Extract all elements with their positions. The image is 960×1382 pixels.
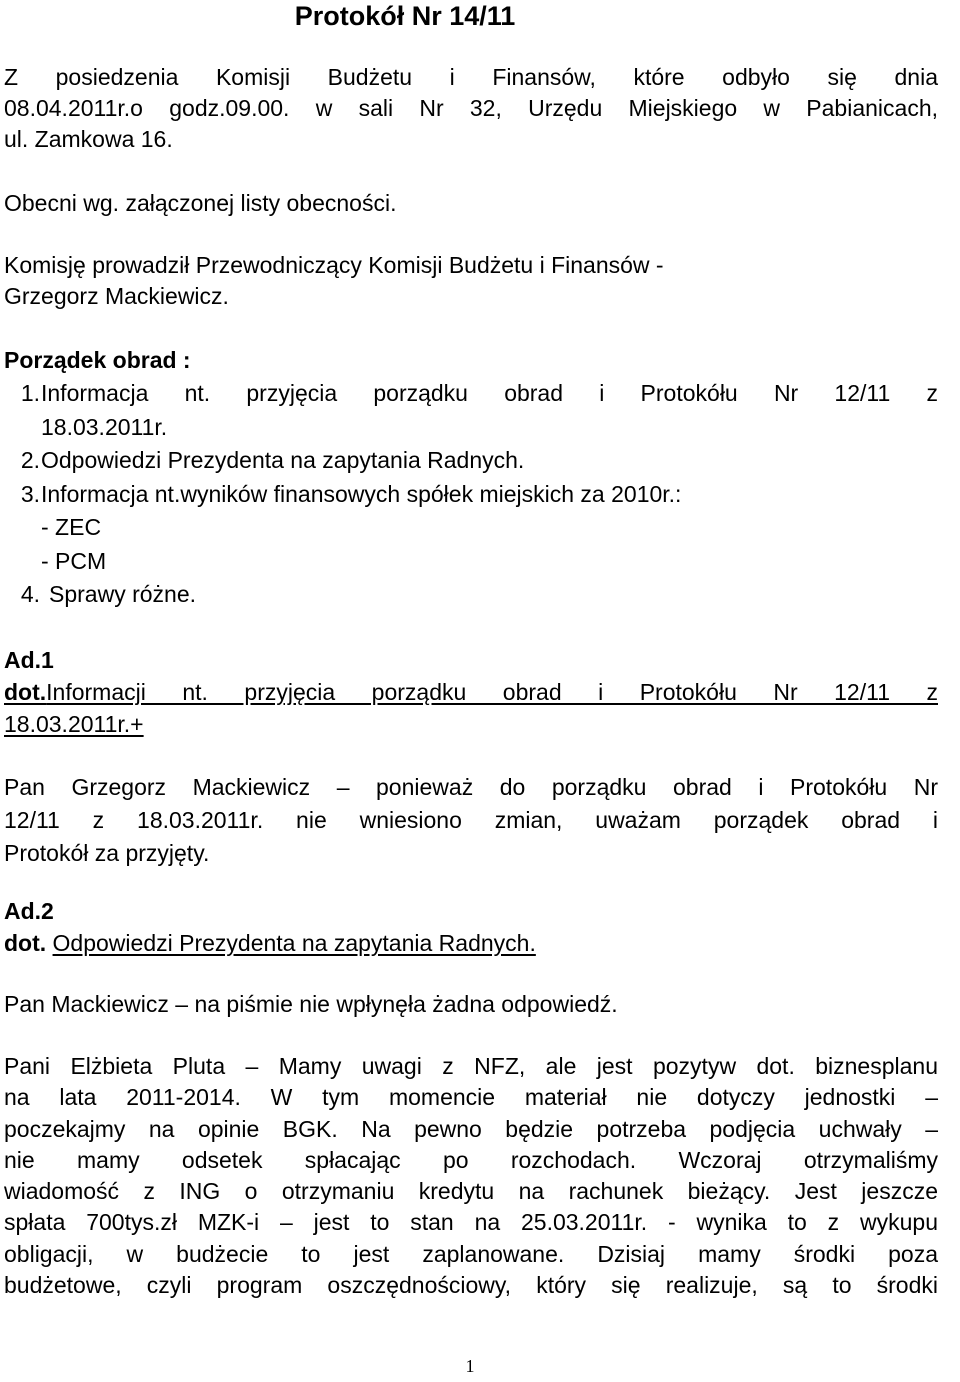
ad2-paragraph-1: Pan Mackiewicz – na piśmie nie wpłynęła żadna odpowiedź. — [4, 991, 618, 1017]
intro-line: 08.04.2011r.o godz.09.00. w sali Nr 32, Urzędu Miejskiego w Pabianicach, — [4, 95, 938, 121]
agenda-list — [4, 377, 938, 612]
agenda-item-number: 2. — [20, 447, 40, 473]
ad2-paragraph-2 — [4, 1051, 938, 1301]
agenda-item-text: Informacja nt. przyjęcia porządku obrad i Protokółu Nr 12/11 z — [41, 380, 938, 406]
ad1-dot: dot. — [4, 679, 47, 705]
present-paragraph: Obecni wg. załączonej listy obecności. — [4, 190, 397, 216]
chair-paragraph — [4, 250, 938, 312]
chair-line: Komisję prowadził Przewodniczący Komisji Budżetu i Finansów - — [4, 252, 664, 278]
ad1-topic: Informacji nt. przyjęcia porządku obrad i Protokółu Nr 12/11 z — [46, 679, 938, 705]
page-number: 1 — [465, 1356, 475, 1376]
agenda-item-number: 3. — [20, 480, 40, 507]
agenda-item-text: Informacja nt.wyników finansowych spółek miejskich za 2010r.: — [41, 480, 682, 507]
agenda-item-number: 4. — [20, 581, 40, 607]
ad1-line: Protokół za przyjęty. — [4, 840, 210, 866]
agenda-sub-item: - PCM — [41, 547, 107, 574]
ad1-topic: 18.03.2011r.+ — [4, 711, 144, 737]
document-title: Protokół Nr 14/11 — [294, 1, 516, 31]
agenda-item — [4, 578, 938, 612]
ad2-line: nie mamy odsetek spłacając po rozchodach. Wczoraj otrzymaliśmy — [4, 1146, 938, 1173]
ad2-dot: dot. — [4, 930, 47, 956]
ad1-section — [4, 644, 938, 740]
ad2-line: Pani Elżbieta Pluta – Mamy uwagi z NFZ, ale jest pozytyw dot. biznesplanu — [4, 1053, 938, 1079]
ad2-label: Ad.2 — [4, 898, 54, 924]
agenda-item-text: Sprawy różne. — [49, 581, 197, 607]
ad1-paragraph — [4, 771, 938, 870]
chair-line: Grzegorz Mackiewicz. — [4, 283, 229, 309]
agenda-item-text: 18.03.2011r. — [41, 413, 168, 440]
ad2-line: obligacji, w budżecie to jest zaplanowane. Dzisiaj mamy środki poza — [4, 1240, 938, 1267]
agenda-item — [4, 377, 938, 444]
agenda-item-number: 1. — [20, 380, 40, 406]
intro-paragraph — [4, 62, 938, 155]
agenda-sub-item: - ZEC — [41, 514, 102, 540]
intro-line: Z posiedzenia Komisji Budżetu i Finansów, które odbyło się dnia — [4, 64, 938, 90]
agenda-item — [4, 478, 938, 512]
ad1-line: Pan Grzegorz Mackiewicz – ponieważ do porządku obrad i Protokółu Nr — [4, 774, 938, 800]
agenda-item-text: Odpowiedzi Prezydenta na zapytania Radnych. — [41, 447, 525, 473]
ad2-topic: Odpowiedzi Prezydenta na zapytania Radnych. — [52, 930, 536, 956]
agenda-heading: Porządek obrad : — [4, 347, 191, 373]
ad1-line: 12/11 z 18.03.2011r. nie wniesiono zmian, uważam porządek obrad i — [4, 807, 938, 833]
ad2-line: na lata 2011-2014. W tym momencie materiał nie dotyczy jednostki – — [4, 1084, 938, 1111]
intro-line: ul. Zamkowa 16. — [4, 126, 173, 152]
ad2-section — [4, 895, 938, 959]
ad2-line: budżetowe, czyli program oszczędnościowy, który się realizuje, są to środki — [4, 1272, 938, 1299]
ad2-line: wiadomość z ING o otrzymaniu kredytu na rachunek bieżący. Jest jeszcze — [4, 1178, 938, 1205]
ad2-line: spłata 700tys.zł MZK-i – jest to stan na 25.03.2011r. - wynika to z wykupu — [4, 1209, 938, 1236]
ad2-line: poczekajmy na opinie BGK. Na pewno będzie potrzeba podjęcia uchwały – — [4, 1115, 938, 1142]
agenda-item — [4, 444, 938, 478]
ad1-label: Ad.1 — [4, 647, 54, 673]
